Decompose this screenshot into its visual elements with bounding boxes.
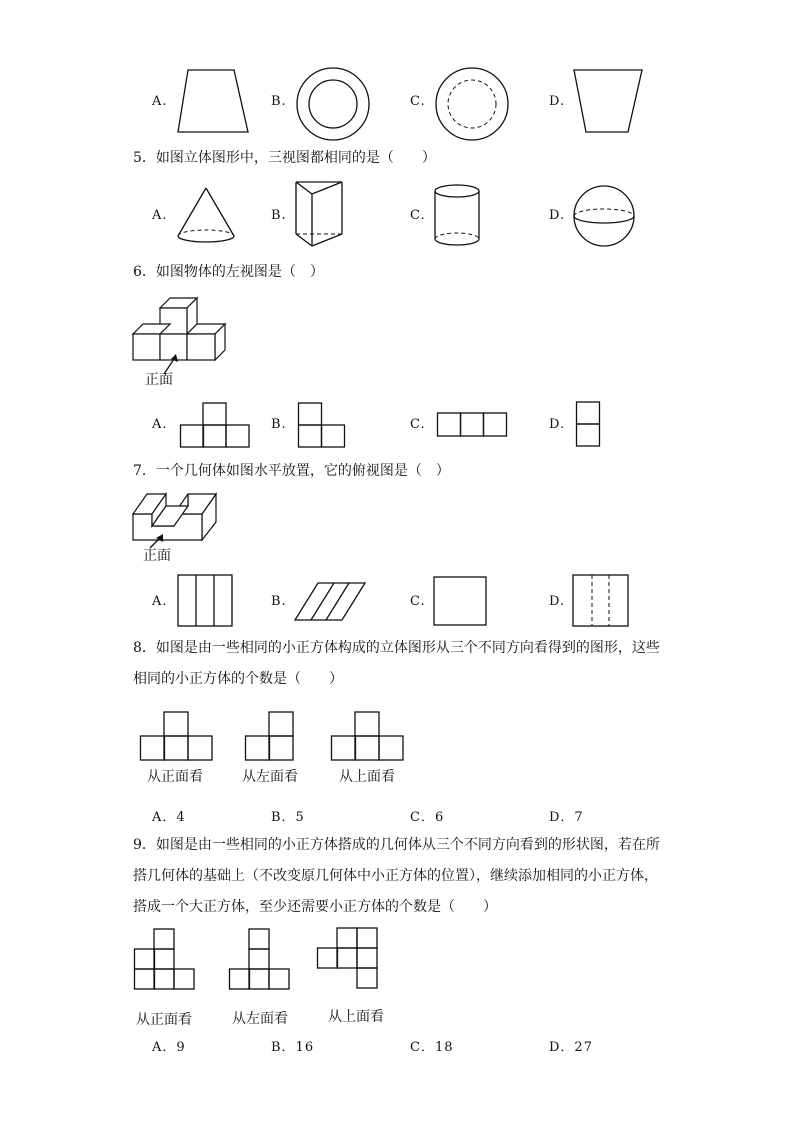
q4-option-a-trapezoid	[176, 68, 252, 136]
q9-top-view	[317, 927, 381, 989]
q5-option-c-label[interactable]: C.	[410, 208, 426, 223]
q9-option-a[interactable]: A．9	[152, 1040, 186, 1055]
q6-option-a-view	[180, 402, 252, 448]
q8-top-view-caption: 从上面看	[339, 769, 395, 785]
q8-front-view	[140, 711, 216, 761]
q4-option-b-label[interactable]: B.	[271, 94, 287, 109]
q6-option-d-view	[576, 401, 604, 449]
q6-option-c-label[interactable]: C.	[410, 417, 426, 432]
q6-stem: 6．如图物体的左视图是（ ）	[133, 264, 324, 280]
q9-left-view	[229, 928, 293, 990]
q5-option-a-cone	[176, 186, 238, 246]
q6-front-label: 正面	[145, 372, 173, 388]
q7-option-b-view	[294, 582, 368, 622]
q9-front-view-caption: 从正面看	[136, 1012, 192, 1028]
q6-option-d-label[interactable]: D.	[549, 417, 566, 432]
q4-option-a-label[interactable]: A.	[152, 94, 168, 109]
q9-option-c[interactable]: C．18	[410, 1040, 454, 1055]
q7-option-d-label[interactable]: D.	[549, 594, 566, 609]
q8-left-view	[245, 711, 297, 761]
q7-stem: 7．一个几何体如图水平放置，它的俯视图是（ ）	[133, 463, 450, 479]
q9-stem-line-2: 搭几何体的基础上（不改变原几何体中小正方体的位置），继续添加相同的小正方体，	[133, 868, 658, 884]
q5-option-a-label[interactable]: A.	[152, 208, 168, 223]
q7-option-c-label[interactable]: C.	[410, 594, 426, 609]
q6-option-c-view	[437, 412, 509, 438]
q9-front-view	[134, 928, 198, 990]
q8-top-view	[331, 711, 407, 761]
q8-option-a[interactable]: A．4	[152, 810, 186, 825]
q7-option-a-view	[177, 574, 235, 628]
q9-top-view-caption: 从上面看	[328, 1009, 384, 1025]
q8-front-view-caption: 从正面看	[147, 769, 203, 785]
q7-option-d-view	[572, 574, 630, 628]
q4-option-c-ring-dashed	[433, 65, 511, 143]
q4-option-d-label[interactable]: D.	[549, 94, 566, 109]
q8-stem-line-2: 相同的小正方体的个数是（ ）	[133, 671, 343, 687]
q4-option-c-label[interactable]: C.	[410, 94, 426, 109]
q4-option-b-ring	[294, 65, 372, 143]
q8-option-d[interactable]: D．7	[549, 810, 584, 825]
q6-option-a-label[interactable]: A.	[152, 417, 168, 432]
q5-option-d-label[interactable]: D.	[549, 208, 566, 223]
q9-option-b[interactable]: B．16	[271, 1040, 315, 1055]
q8-option-b[interactable]: B．5	[271, 810, 305, 825]
q7-front-label: 正面	[143, 548, 171, 564]
q9-left-view-caption: 从左面看	[232, 1011, 288, 1027]
q9-stem-line-3: 搭成一个大正方体，至少还需要小正方体的个数是（ ）	[133, 899, 497, 915]
q7-option-b-label[interactable]: B.	[271, 594, 287, 609]
q6-option-b-label[interactable]: B.	[271, 417, 287, 432]
q7-option-a-label[interactable]: A.	[152, 594, 168, 609]
q5-option-b-triangular-prism	[294, 180, 346, 250]
q9-option-d[interactable]: D．27	[549, 1040, 593, 1055]
q5-stem: 5．如图立体图形中，三视图都相同的是（ ）	[133, 150, 436, 166]
q4-option-d-inverted-trapezoid	[572, 68, 644, 136]
q8-option-c[interactable]: C．6	[410, 810, 445, 825]
q5-option-c-cylinder	[433, 183, 483, 249]
q5-option-b-label[interactable]: B.	[271, 208, 287, 223]
q7-option-c-view	[433, 576, 489, 628]
q8-left-view-caption: 从左面看	[242, 769, 298, 785]
q6-option-b-view	[298, 402, 348, 448]
q5-option-d-sphere	[572, 184, 638, 250]
q8-stem-line-1: 8．如图是由一些相同的小正方体构成的立体图形从三个不同方向看得到的图形，这些	[133, 640, 660, 656]
q9-stem-line-1: 9．如图是由一些相同的小正方体搭成的几何体从三个不同方向看到的形状图，若在所	[133, 837, 660, 853]
